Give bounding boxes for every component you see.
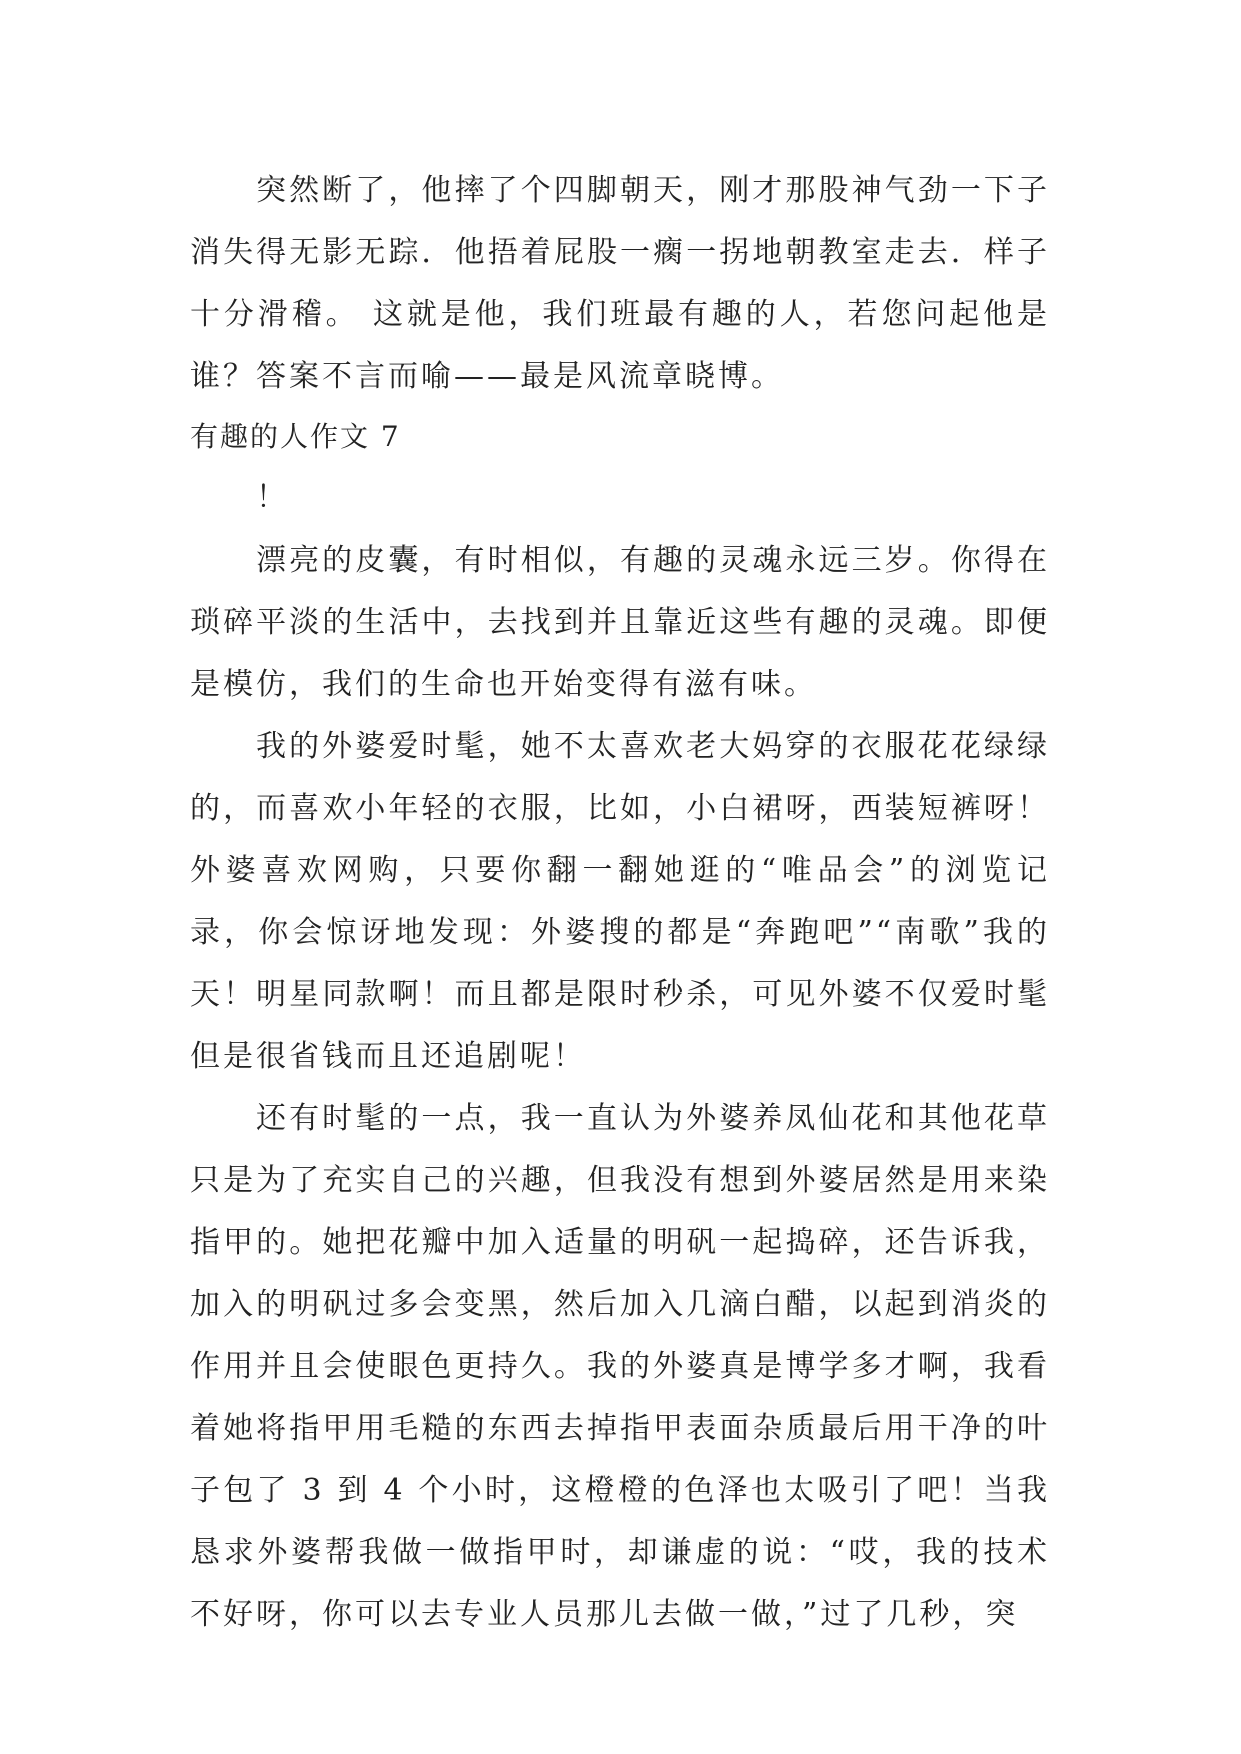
exclamation-line: ！ <box>256 480 289 515</box>
paragraph-4: 还有时髦的一点，我一直认为外婆养凤仙花和其他花草只是为了充实自己的兴趣，但我没有想到外婆居然是用来染指甲的。她把花瓣中加入适量的明矾一起捣碎，还告诉我，加入的明矾过多会变黑，然后加入几滴白醋，以起到消炎的作用并且会使眼色更持久。我的外婆真是博学多才啊，我看着她将指甲用毛糙的东西去掉指甲表面杂质最后用干净的叶子包了 3 到 4 个小时，这橙橙的色泽也太吸引了吧！当我恳求外婆帮我做一做指甲时，却谦虚的说：“哎，我的技术不好呀，你可以去专业人员那儿去做一做，”过了几秒，突 <box>190 1101 1050 1632</box>
document-body <box>190 160 1050 1646</box>
paragraph-2: 漂亮的皮囊，有时相似，有趣的灵魂永远三岁。你得在琐碎平淡的生活中，去找到并且靠近这些有趣的灵魂。即便是模仿，我们的生命也开始变得有滋有味。 <box>190 543 1050 702</box>
paragraph-3: 我的外婆爱时髦，她不太喜欢老大妈穿的衣服花花绿绿的，而喜欢小年轻的衣服，比如，小白裙呀，西装短裤呀！外婆喜欢网购，只要你翻一翻她逛的“唯品会”的浏览记录，你会惊讶地发现：外婆搜的都是“奔跑吧”“南歌”我的天！明星同款啊！而且都是限时秒杀，可见外婆不仅爱时髦但是很省钱而且还追剧呢！ <box>190 729 1050 1074</box>
paragraph-1: 突然断了，他摔了个四脚朝天，刚才那股神气劲一下子消失得无影无踪．他捂着屁股一瘸一拐地朝教室走去．样子十分滑稽。 这就是他，我们班最有趣的人，若您问起他是谁？答案不言而喻——最是风流章晓博。 <box>190 173 1050 394</box>
section-heading: 有趣的人作文 7 <box>190 420 401 453</box>
